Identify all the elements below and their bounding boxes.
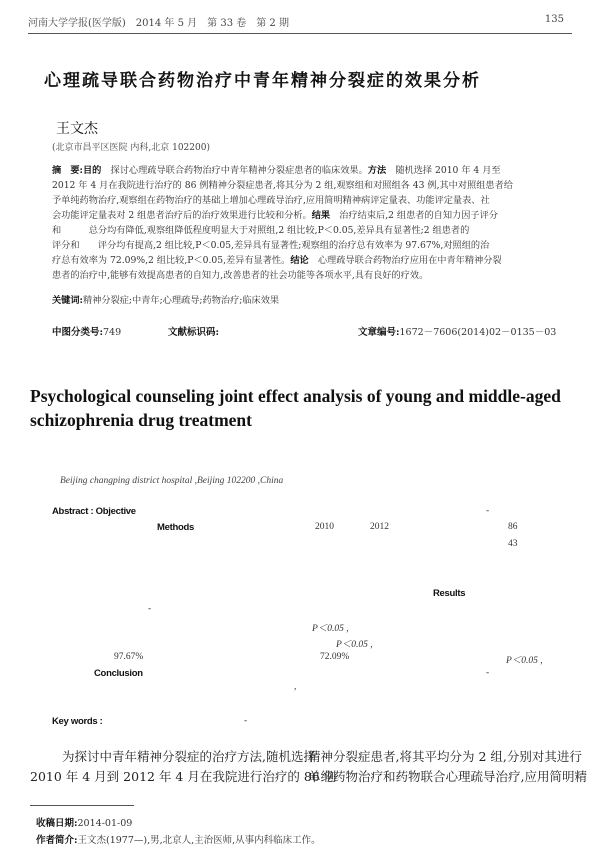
en-year-2012: 2012 [370, 522, 389, 532]
clc-label: 中图分类号: [52, 327, 104, 338]
author-affiliation: (北京市昌平区医院 内科,北京 102200) [52, 143, 210, 153]
clc-number [52, 324, 121, 338]
keywords-cn-text: 精神分裂症;中青年;心理疏导;药物治疗;临床效果 [82, 295, 280, 306]
body-col2-line2: 单纯药物治疗和药物联合心理疏导治疗,应用简明精 [308, 769, 587, 784]
en-dash-3: - [486, 668, 490, 678]
body-col2-line1: 精神分裂症患者,将其平均分为 2 组,分别对其进行 [308, 749, 582, 764]
abstract-cn-text: 和 总分均有降低,观察组降低程度明显大于对照组,2 组比较,P＜0.05,差异具有显著性;2 组患者的 [52, 225, 470, 236]
en-results-label: Results [433, 588, 466, 599]
article-title-en-line1: Psychological counseling joint effect analysis of young and middle-aged [30, 386, 561, 406]
body-col1-line1: 为探讨中青年精神分裂症的治疗方法,随机选择 [62, 749, 316, 764]
bio-value: 王文杰(1977—),男,北京人,主治医师,从事内科临床工作。 [77, 835, 321, 846]
keywords-cn [52, 295, 279, 307]
abstract-cn-text: 会功能评定量表对 2 组患者治疗后的治疗效果进行比较和分析。 [52, 210, 312, 221]
abstract-cn-text: 疗总有效率为 72.09%,2 组比较,P＜0.05,差异有显著性。 [52, 255, 291, 266]
en-dash-2: - [148, 604, 152, 614]
received-date [36, 815, 132, 829]
abstract-cn-text: 2012 年 4 月在我院进行治疗的 86 例精神分裂症患者,将其分为 2 组,观察组和对照组各 43 例,其中对照组患者给 [52, 180, 513, 191]
article-title-cn: 心理疏导联合药物治疗中青年精神分裂症的效果分析 [44, 71, 481, 91]
document-code [168, 324, 219, 338]
article-number [358, 324, 556, 338]
abstract-cn-line [52, 180, 513, 192]
abstract-cn-section-label: 结果 [311, 210, 331, 221]
abstract-cn-line [52, 240, 489, 252]
abstract-cn-label: 摘 要: [52, 165, 83, 176]
en-count-86: 86 [508, 522, 518, 532]
abstract-cn-text: 评分和 评分均有提高,2 组比较,P＜0.05,差异具有显著性;观察组的治疗总有效率为 97.67%,对照组的治 [52, 240, 490, 251]
en-p-value-1: P＜0.05 , [312, 624, 349, 634]
received-label: 收稿日期: [36, 818, 78, 829]
en-affiliation: Beijing changping district hospital ,Beijing 102200 ,China [60, 476, 284, 486]
journal-header: 河南大学学报(医学版) 2014 年 5 月 第 33 卷 第 2 期 [28, 18, 289, 29]
footnote-rule [30, 805, 134, 806]
abstract-cn-text: 治疗结束后,2 组患者的自知力因子评分 [330, 210, 498, 221]
received-value: 2014-01-09 [77, 818, 133, 829]
abstract-cn-text: 患者的治疗中,能够有效提高患者的自知力,改善患者的社会功能等各项水平,具有良好的疗效。 [52, 270, 429, 281]
abstract-cn-line [52, 270, 428, 282]
abstract-cn-section-label: 结论 [290, 255, 309, 266]
en-abstract-label: Abstract : Objective [52, 506, 136, 517]
abstract-cn-line [52, 255, 502, 267]
body-col1-line2: 2010 年 4 月到 2012 年 4 月在我院进行治疗的 86 例 [30, 769, 337, 784]
en-p-value-3: P＜0.05 , [506, 656, 543, 666]
abstract-cn-text: 探讨心理疏导联合药物治疗中青年精神分裂症患者的临床效果。 [101, 165, 368, 176]
abstract-cn-text: 随机选择 2010 年 4 月至 [386, 165, 501, 176]
abstract-cn-text: 予单纯药物治疗,观察组在药物治疗的基础上增加心理疏导治疗,应用简明精神病评定量表、功能评定量表、社 [52, 195, 490, 206]
abstract-cn-section-label: 方法 [367, 165, 387, 176]
header-rule [28, 33, 572, 34]
abstract-cn-line [52, 210, 498, 222]
abstract-cn-line [52, 165, 501, 177]
page-number: 135 [544, 14, 564, 25]
abstract-cn-line [52, 225, 469, 237]
en-comma: , [294, 682, 297, 692]
en-p-value-2: P＜0.05 , [336, 640, 373, 650]
en-methods-label: Methods [157, 522, 194, 533]
article-number-value: 1672－7606(2014)02－0135－03 [399, 327, 557, 338]
clc-value: 749 [103, 327, 122, 338]
article-title-en-line2: schizophrenia drug treatment [30, 410, 252, 430]
en-count-43: 43 [508, 539, 518, 549]
document-code-label: 文献标识码: [168, 327, 220, 338]
article-number-label: 文章编号: [358, 327, 400, 338]
en-rate-control: 72.09% [320, 652, 350, 662]
en-dash-1: - [486, 506, 490, 516]
author-bio [36, 832, 321, 846]
en-conclusion-label: Conclusion [94, 668, 143, 679]
abstract-cn-section-label: 目的 [82, 165, 102, 176]
en-year-2010: 2010 [315, 522, 334, 532]
abstract-cn-line [52, 195, 490, 207]
author-name: 王文杰 [56, 121, 98, 137]
bio-label: 作者简介: [36, 835, 78, 846]
en-keywords-label: Key words : [52, 716, 103, 727]
abstract-cn-text: 心理疏导联合药物治疗应用在中青年精神分裂 [308, 255, 502, 266]
keywords-cn-label: 关键词: [52, 295, 83, 306]
en-dash-4: - [244, 716, 248, 726]
en-rate-observation: 97.67% [114, 652, 144, 662]
